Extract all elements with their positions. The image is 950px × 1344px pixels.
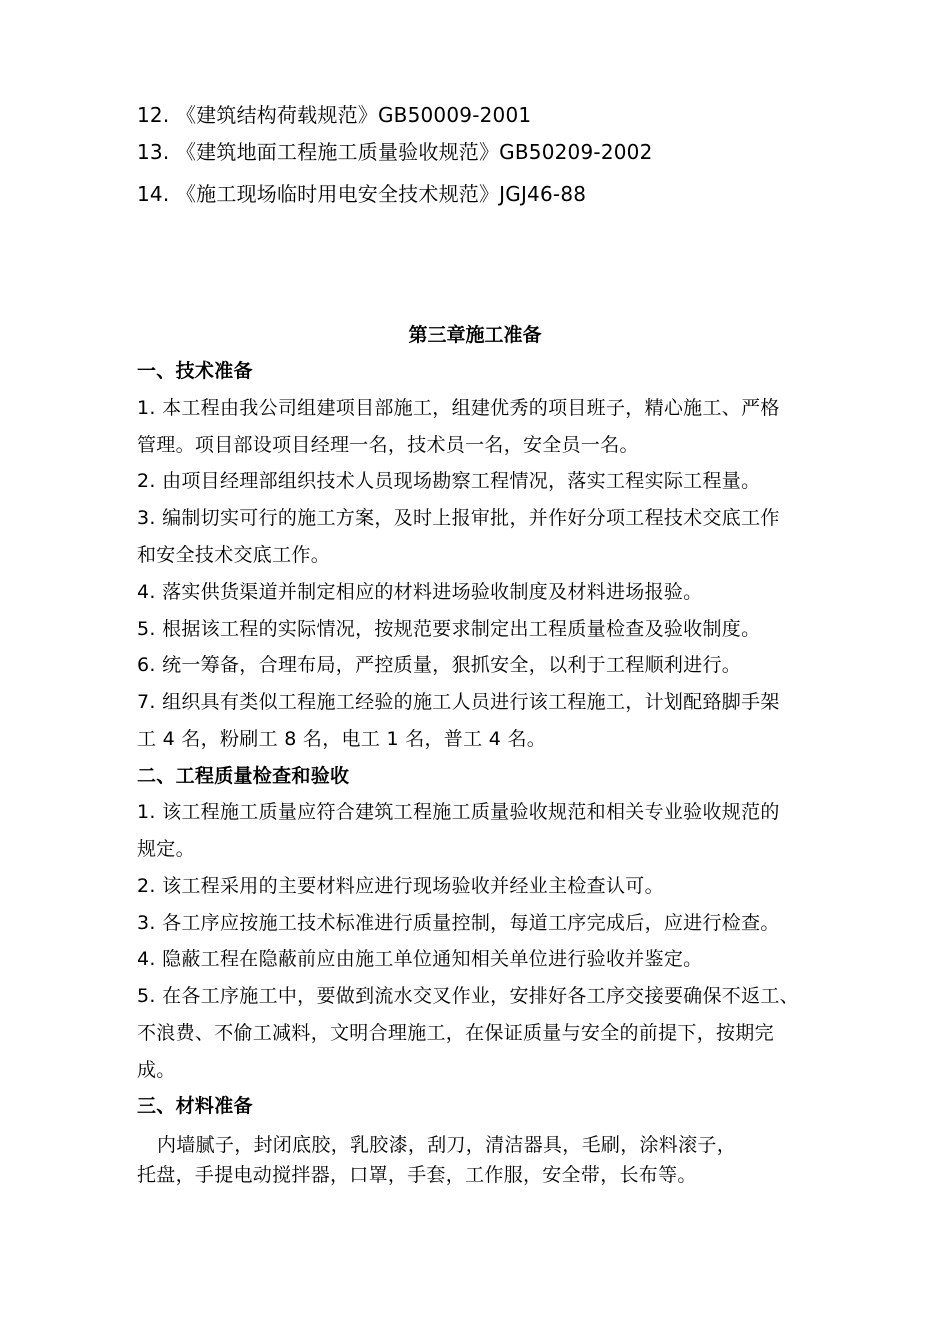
paragraph-line: 4. 隐蔽工程在隐蔽前应由施工单位通知相关单位进行验收并鉴定。	[137, 948, 703, 970]
paragraph-line: 工 4 名，粉刷工 8 名，电工 1 名，普工 4 名。	[137, 728, 547, 750]
paragraph-line: 管理。项目部设项目经理一名，技术员一名，安全员一名。	[137, 434, 639, 456]
paragraph-line: 1. 本工程由我公司组建项目部施工，组建优秀的项目班子，精心施工、严格	[137, 397, 780, 419]
section-heading-material-preparation: 三、材料准备	[137, 1095, 253, 1117]
paragraph-line: 4. 落实供货渠道并制定相应的材料进场验收制度及材料进场报验。	[137, 581, 703, 603]
paragraph-line: 成。	[137, 1059, 176, 1081]
paragraph-line: 3. 编制切实可行的施工方案，及时上报审批，并作好分项工程技术交底工作	[137, 507, 780, 529]
paragraph-line: 内墙腻子，封闭底胶，乳胶漆，刮刀，清洁器具，毛刷，涂料滚子，	[157, 1134, 737, 1156]
paragraph-line: 规定。	[137, 838, 195, 860]
paragraph-line: 1. 该工程施工质量应符合建筑工程施工质量验收规范和相关专业验收规范的	[137, 801, 780, 823]
paragraph-line: 5. 在各工序施工中，要做到流水交叉作业，安排好各工序交接要确保不返工、	[137, 985, 799, 1007]
reference-item-12: 12. 《建筑结构荷载规范》GB50009-2001	[137, 103, 532, 127]
section-heading-quality-inspection: 二、工程质量检查和验收	[137, 765, 350, 787]
paragraph-line: 托盘，手提电动搅拌器，口罩，手套，工作服，安全带，长布等。	[137, 1164, 697, 1186]
paragraph-line: 2. 由项目经理部组织技术人员现场勘察工程情况，落实工程实际工程量。	[137, 470, 761, 492]
chapter-title: 第三章施工准备	[408, 324, 542, 346]
paragraph-line: 不浪费、不偷工减料，文明合理施工，在保证质量与安全的前提下，按期完	[137, 1022, 774, 1044]
paragraph-line: 3. 各工序应按施工技术标准进行质量控制，每道工序完成后，应进行检查。	[137, 912, 780, 934]
paragraph-line: 2. 该工程采用的主要材料应进行现场验收并经业主检查认可。	[137, 875, 664, 897]
reference-item-13: 13. 《建筑地面工程施工质量验收规范》GB50209-2002	[137, 140, 653, 164]
paragraph-line: 和安全技术交底工作。	[137, 544, 331, 566]
paragraph-line: 6. 统一筹备，合理布局，严控质量，狠抓安全，以利于工程顺利进行。	[137, 654, 742, 676]
reference-item-14: 14. 《施工现场临时用电安全技术规范》JGJ46-88	[137, 182, 587, 206]
section-heading-technical-preparation: 一、技术准备	[137, 360, 253, 382]
paragraph-line: 7. 组织具有类似工程施工经验的施工人员进行该工程施工，计划配臵脚手架	[137, 691, 780, 713]
paragraph-line: 5. 根据该工程的实际情况，按规范要求制定出工程质量检查及验收制度。	[137, 618, 761, 640]
